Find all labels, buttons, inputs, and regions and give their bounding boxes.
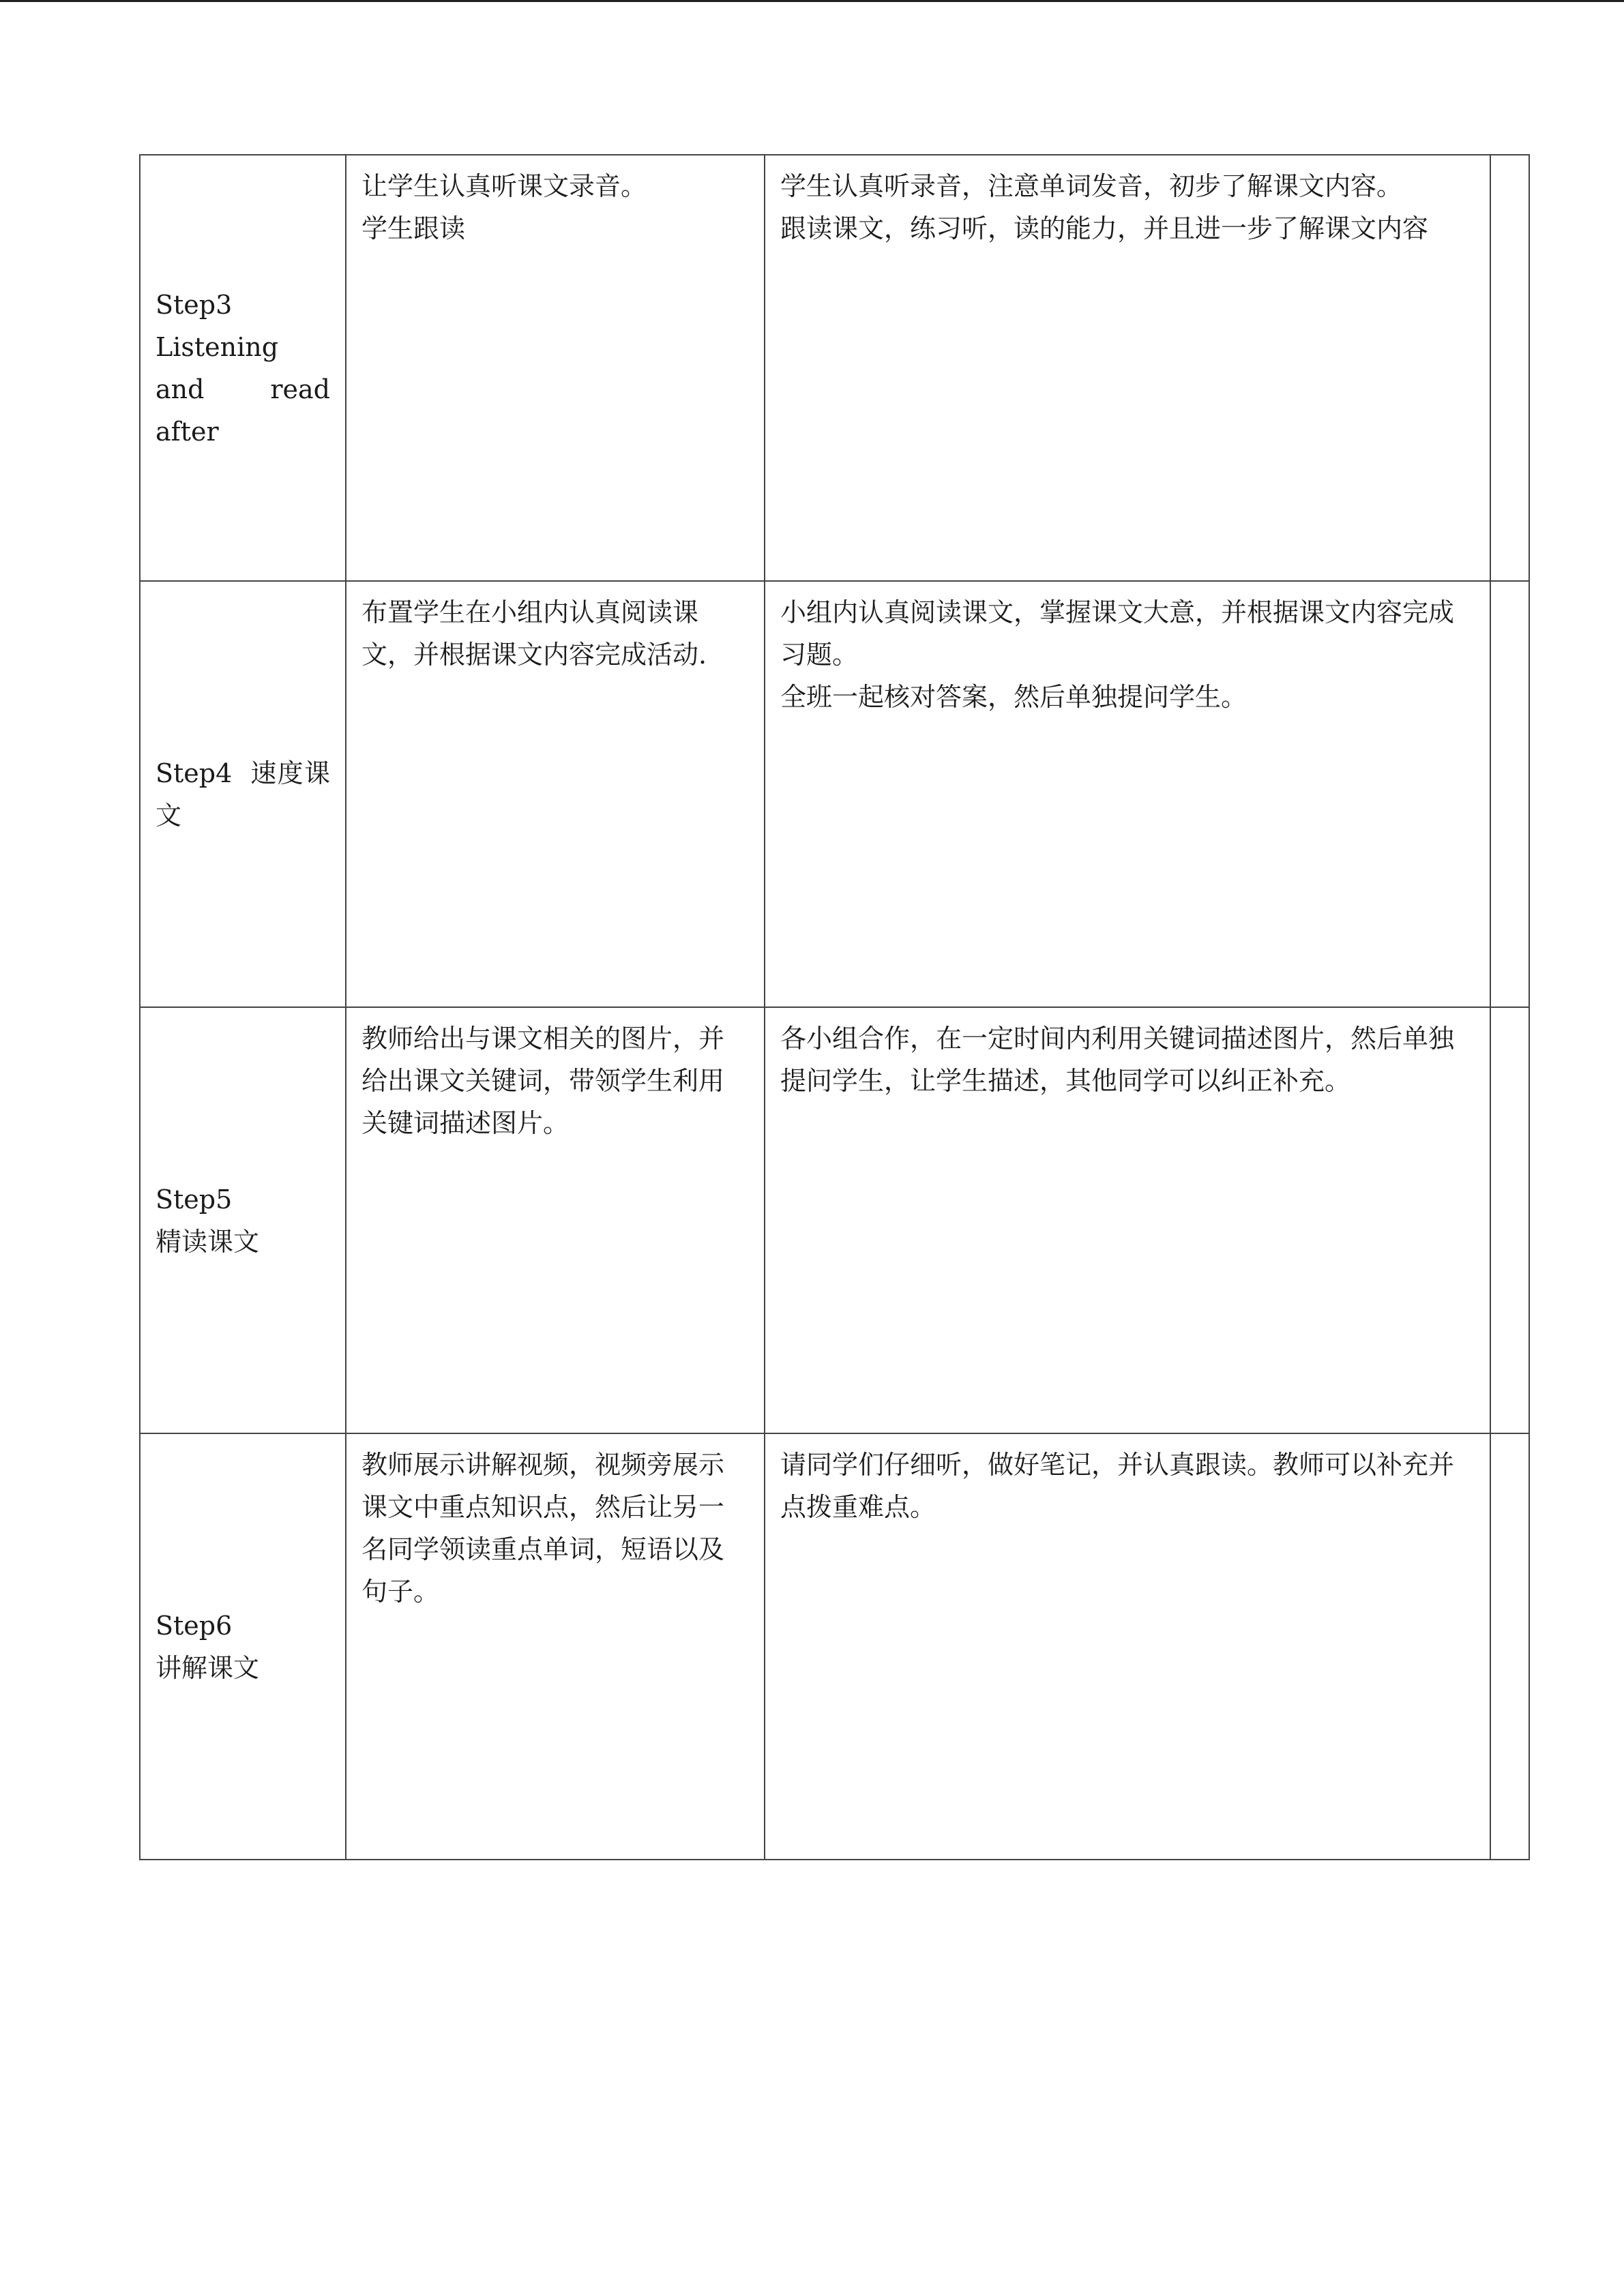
step-number: Step3 <box>156 289 233 320</box>
step-label <box>156 284 330 453</box>
step-title: 速度课文 <box>156 758 330 831</box>
teacher-activity-text: 让学生认真听课文录音。 <box>361 171 647 201</box>
step-number: Step4 <box>156 758 233 788</box>
student-activity-text: 跟读课文，练习听，读的能力，并且进一步了解课文内容 <box>780 213 1429 243</box>
teacher-activity-text: 学生跟读 <box>361 213 466 243</box>
teacher-activity-text: 教师展示讲解视频，视频旁展示课文中重点知识点，然后让另一名同学领读重点单词，短语以及句子。 <box>361 1450 725 1607</box>
step-cell <box>140 1433 346 1860</box>
notes-cell <box>1490 155 1529 581</box>
notes-cell <box>1490 1007 1529 1433</box>
step-title: Listening and read after <box>156 331 330 447</box>
step-cell <box>140 1007 346 1433</box>
teacher-activity-text: 教师给出与课文相关的图片，并给出课文关键词，带领学生利用关键词描述图片。 <box>361 1024 725 1138</box>
table-row <box>140 1433 1529 1860</box>
step-cell <box>140 581 346 1007</box>
teacher-activity-cell <box>346 155 765 581</box>
step-number: Step5 <box>156 1184 233 1214</box>
student-activity-cell <box>765 155 1490 581</box>
page-top-border <box>0 0 1624 2</box>
student-activity-text: 全班一起核对答案，然后单独提问学生。 <box>780 682 1247 712</box>
student-activity-text: 小组内认真阅读课文，掌握课文大意，并根据课文内容完成习题。 <box>780 597 1455 670</box>
teacher-activity-cell <box>346 1007 765 1433</box>
student-activity-text: 学生认真听录音，注意单词发音，初步了解课文内容。 <box>780 171 1403 201</box>
student-activity-text: 请同学们仔细听，做好笔记，并认真跟读。教师可以补充并点拨重难点。 <box>780 1450 1455 1522</box>
student-activity-text: 各小组合作，在一定时间内利用关键词描述图片，然后单独提问学生，让学生描述，其他同学可以纠正补充。 <box>780 1024 1455 1096</box>
teacher-activity-text: 布置学生在小组内认真阅读课文，并根据课文内容完成活动. <box>361 597 707 670</box>
step-cell <box>140 155 346 581</box>
step-label <box>156 1605 330 1689</box>
student-activity-cell <box>765 1007 1490 1433</box>
student-activity-cell <box>765 1433 1490 1860</box>
table-row <box>140 1007 1529 1433</box>
step-number: Step6 <box>156 1610 233 1641</box>
table-row <box>140 155 1529 581</box>
step-title: 讲解课文 <box>156 1652 260 1683</box>
teacher-activity-cell <box>346 581 765 1007</box>
step-title: 精读课文 <box>156 1226 260 1257</box>
notes-cell <box>1490 581 1529 1007</box>
table-row <box>140 581 1529 1007</box>
student-activity-cell <box>765 581 1490 1007</box>
notes-cell <box>1490 1433 1529 1860</box>
step-label <box>156 1178 330 1263</box>
teacher-activity-cell <box>346 1433 765 1860</box>
step-label <box>156 752 330 837</box>
lesson-plan-table <box>139 154 1530 1860</box>
